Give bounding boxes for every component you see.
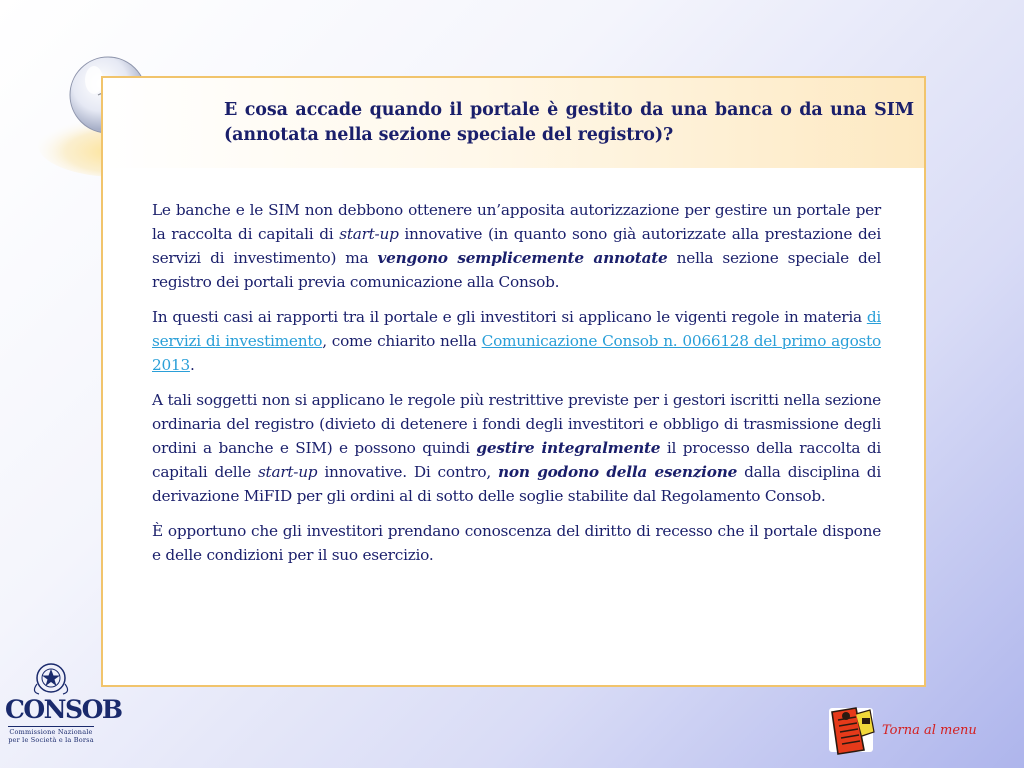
paragraph-3-emphasis: start-up xyxy=(257,463,318,481)
consob-communication-link[interactable]: Comunicazione Consob n. 0066128 del primo agosto 2013 xyxy=(152,332,881,374)
paragraph-1-strong-emphasis: vengono semplicemente annotate xyxy=(377,249,668,267)
paragraph-1-text: nella sezione speciale del registro dei portali previa comunicazione alla Consob. xyxy=(152,249,881,291)
logo-divider xyxy=(8,726,94,727)
paragraph-2-text: , come chiarito nella xyxy=(322,332,482,350)
paragraph-3-strong-emphasis: gestire integralmente xyxy=(476,439,661,457)
consob-logo xyxy=(5,660,122,750)
paragraph-1 xyxy=(152,198,881,294)
paragraph-3-strong-emphasis: non godono della esenzione xyxy=(498,463,738,481)
paragraph-2 xyxy=(152,305,881,377)
document-menu-icon xyxy=(826,704,878,756)
paragraph-3-text: A tali soggetti non si applicano le regole più restrittive previste per i gestori iscritti nella sezione ordinaria del registro (divieto di detenere i fondi degli investitori e obbligo di trasmissione degli ordini a banche e SIM) e possono quindi xyxy=(152,391,881,457)
back-to-menu-button[interactable] xyxy=(826,704,977,756)
paragraph-2-text: . xyxy=(189,356,195,374)
slide-title: E cosa accade quando il portale è gestito da una banca o da una SIM (annotata nella sezione speciale del registro)? xyxy=(224,100,914,145)
paragraph-3-text: il processo della raccolta di capitali delle xyxy=(152,439,881,481)
paragraph-4: È opportuno che gli investitori prendano conoscenza del diritto di recesso che il portale dispone e delle condizioni per il suo esercizio. xyxy=(152,522,881,564)
paragraph-2-text: In questi casi ai rapporti tra il portale e gli investitori si applicano le vigenti regole in materia xyxy=(152,308,867,326)
back-to-menu-label: Torna al menu xyxy=(882,722,977,738)
paragraph-3 xyxy=(152,388,881,508)
paragraph-1-emphasis: start-up xyxy=(339,225,399,243)
logo-subtitle xyxy=(5,728,97,744)
paragraph-3-text: innovative. Di contro, xyxy=(317,463,498,481)
slide-body xyxy=(152,198,881,578)
investment-services-link[interactable]: di servizi di investimento xyxy=(152,308,881,350)
emblem-icon xyxy=(5,660,97,696)
paragraph-3-text: dalla disciplina di derivazione MiFID per gli ordini al di sotto delle soglie stabilite dal Regolamento Consob. xyxy=(152,463,881,505)
logo-subtitle-line-2: per le Società e la Borsa xyxy=(8,736,94,744)
content-panel xyxy=(101,76,926,687)
logo-wordmark: CONSOB xyxy=(5,695,122,724)
logo-subtitle-line-1: Commissione Nazionale xyxy=(9,728,93,736)
paragraph-1-text: Le banche e le SIM non debbono ottenere un’apposita autorizzazione per gestire un portale per la raccolta di capitali di xyxy=(152,201,881,243)
paragraph-1-text: innovative (in quanto sono già autorizzate alla prestazione dei servizi di investimento) ma xyxy=(152,225,881,267)
